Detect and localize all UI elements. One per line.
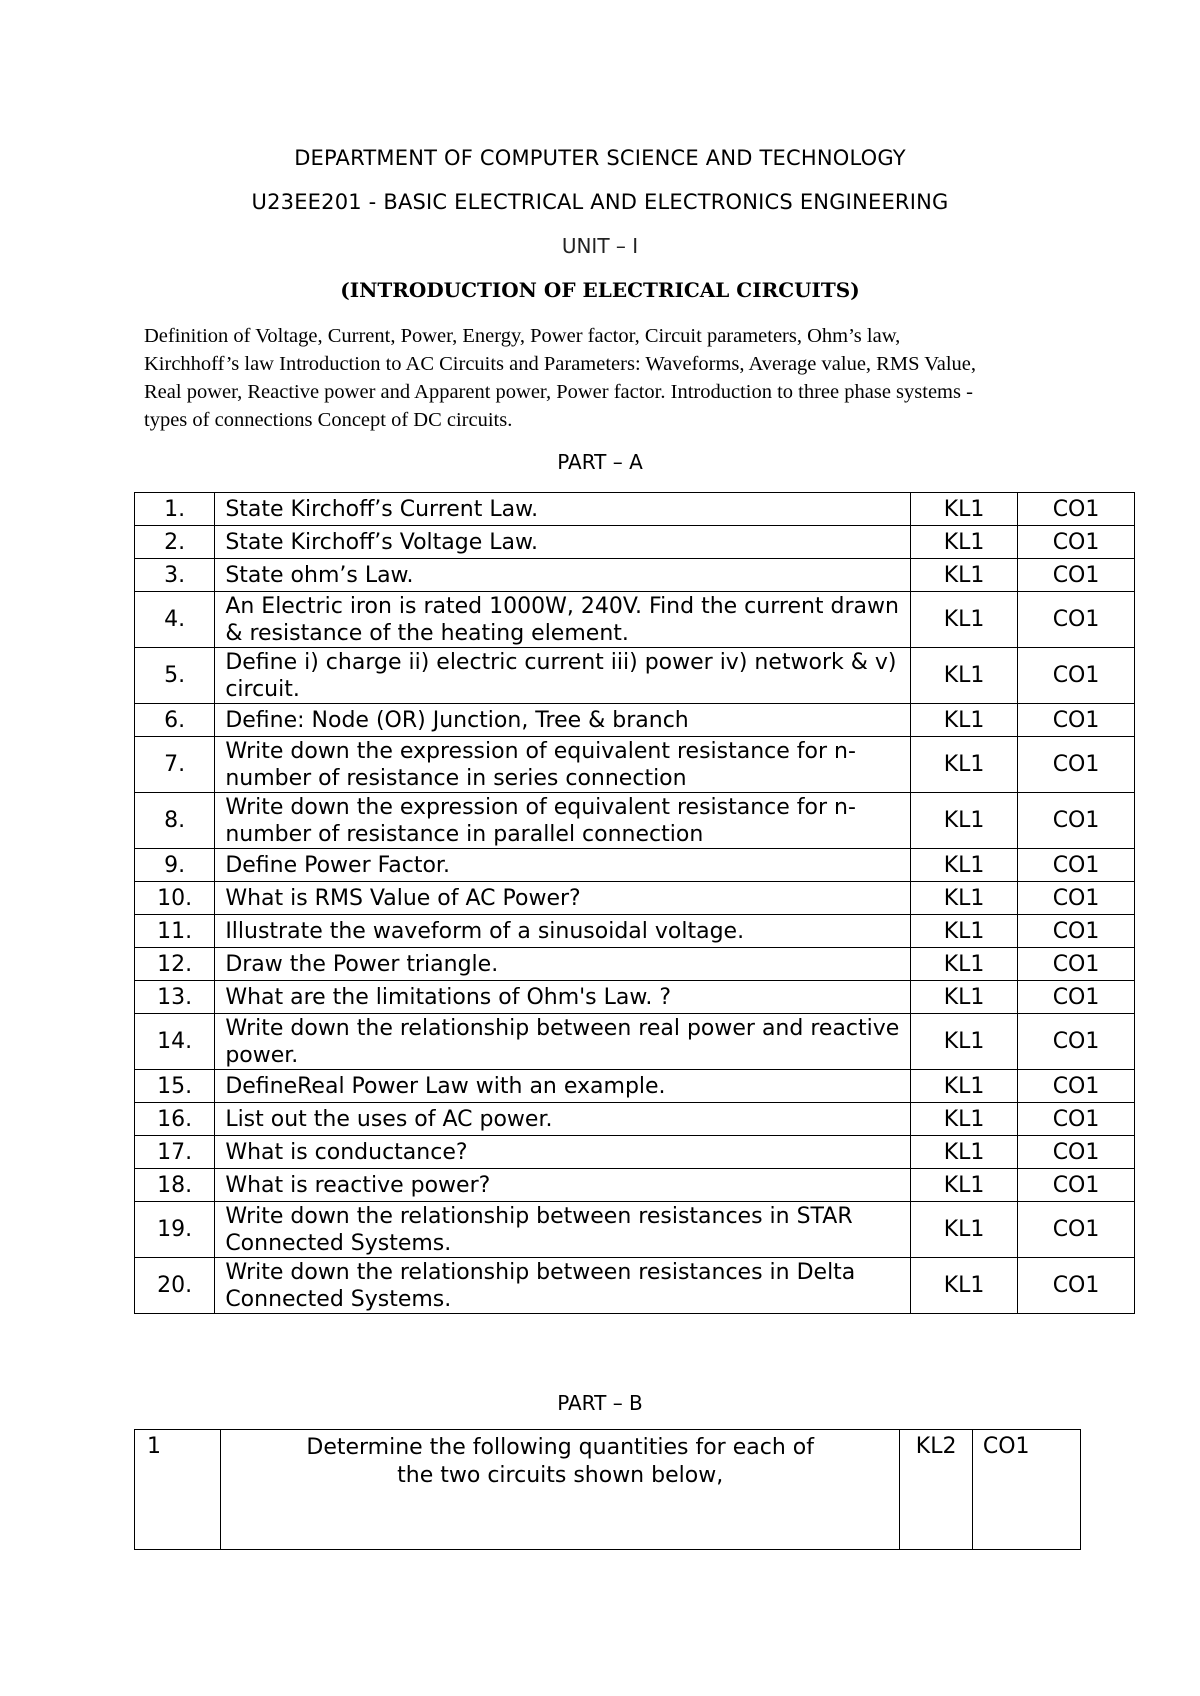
question-text: Draw the Power triangle. [215,948,911,981]
table-row [135,793,1135,849]
table-row [135,592,1135,648]
table-row [135,915,1135,948]
course-outcome: CO1 [1018,526,1135,559]
table-row [135,849,1135,882]
syllabus-line: Real power, Reactive power and Apparent power, Power factor. Introduction to three phase systems - [144,381,973,403]
question-number: 6. [135,704,215,737]
question-text: State ohm’s Law. [215,559,911,592]
question-text: State Kirchoff’s Current Law. [215,493,911,526]
question-text: Write down the expression of equivalent resistance for n-number of resistance in series connection [215,737,911,793]
question-number: 1. [135,493,215,526]
knowledge-level: KL1 [911,915,1018,948]
syllabus-paragraph [144,322,1084,434]
question-line: the two circuits shown below, [397,1463,724,1488]
question-number: 18. [135,1169,215,1202]
table-row [135,1103,1135,1136]
table-row [135,526,1135,559]
course-outcome: CO1 [1018,915,1135,948]
question-text: Write down the expression of equivalent resistance for n-number of resistance in parallel connection [215,793,911,849]
knowledge-level: KL1 [911,1070,1018,1103]
question-number: 5. [135,648,215,704]
question-text: Define: Node (OR) Junction, Tree & branch [215,704,911,737]
question-number: 19. [135,1202,215,1258]
knowledge-level: KL1 [911,526,1018,559]
syllabus-line: Kirchhoff’s law Introduction to AC Circuits and Parameters: Waveforms, Average value, RMS Value, [144,353,977,375]
course-outcome: CO1 [972,1430,1080,1550]
question-number: 10. [135,882,215,915]
knowledge-level: KL2 [900,1430,972,1550]
knowledge-level: KL1 [911,737,1018,793]
knowledge-level: KL1 [911,1136,1018,1169]
course-outcome: CO1 [1018,1258,1135,1314]
question-number: 17. [135,1136,215,1169]
course-outcome: CO1 [1018,849,1135,882]
question-text: What are the limitations of Ohm's Law. ? [215,981,911,1014]
question-text: What is conductance? [215,1136,911,1169]
course-title: U23EE201 - BASIC ELECTRICAL AND ELECTRONICS ENGINEERING [251,190,949,214]
table-row [135,493,1135,526]
knowledge-level: KL1 [911,648,1018,704]
question-number: 15. [135,1070,215,1103]
question-number: 4. [135,592,215,648]
course-outcome: CO1 [1018,704,1135,737]
question-text: List out the uses of AC power. [215,1103,911,1136]
table-row [135,1202,1135,1258]
question-text: What is RMS Value of AC Power? [215,882,911,915]
question-number: 7. [135,737,215,793]
part-b-heading: PART – B [557,1391,643,1415]
table-row [135,1258,1135,1314]
table-row [135,737,1135,793]
question-line: Determine the following quantities for each of [306,1435,814,1460]
knowledge-level: KL1 [911,1202,1018,1258]
course-outcome: CO1 [1018,592,1135,648]
knowledge-level: KL1 [911,1258,1018,1314]
question-number: 20. [135,1258,215,1314]
unit-label: UNIT – I [561,234,639,258]
table-row [135,981,1135,1014]
question-number: 13. [135,981,215,1014]
question-text: Define Power Factor. [215,849,911,882]
knowledge-level: KL1 [911,849,1018,882]
course-outcome: CO1 [1018,1136,1135,1169]
table-row [135,882,1135,915]
question-number: 8. [135,793,215,849]
question-number: 14. [135,1014,215,1070]
knowledge-level: KL1 [911,493,1018,526]
question-text [220,1430,899,1550]
question-text: An Electric iron is rated 1000W, 240V. Find the current drawn & resistance of the heating element. [215,592,911,648]
course-outcome: CO1 [1018,1169,1135,1202]
question-number: 16. [135,1103,215,1136]
knowledge-level: KL1 [911,882,1018,915]
department-title: DEPARTMENT OF COMPUTER SCIENCE AND TECHNOLOGY [294,146,906,170]
table-row [135,1136,1135,1169]
question-text: Illustrate the waveform of a sinusoidal voltage. [215,915,911,948]
course-outcome: CO1 [1018,648,1135,704]
knowledge-level: KL1 [911,948,1018,981]
part-a-heading: PART – A [557,450,643,474]
question-text: What is reactive power? [215,1169,911,1202]
knowledge-level: KL1 [911,793,1018,849]
question-number: 9. [135,849,215,882]
table-row [135,648,1135,704]
table-row [135,1430,1081,1550]
knowledge-level: KL1 [911,981,1018,1014]
question-text: DefineReal Power Law with an example. [215,1070,911,1103]
knowledge-level: KL1 [911,1103,1018,1136]
knowledge-level: KL1 [911,592,1018,648]
course-outcome: CO1 [1018,493,1135,526]
table-row [135,1070,1135,1103]
knowledge-level: KL1 [911,1169,1018,1202]
question-text: State Kirchoff’s Voltage Law. [215,526,911,559]
table-row [135,948,1135,981]
table-row [135,704,1135,737]
course-outcome: CO1 [1018,1103,1135,1136]
course-outcome: CO1 [1018,793,1135,849]
question-number: 1 [135,1430,221,1550]
unit-title: (INTRODUCTION OF ELECTRICAL CIRCUITS) [340,278,860,302]
table-row [135,1169,1135,1202]
course-outcome: CO1 [1018,1070,1135,1103]
knowledge-level: KL1 [911,704,1018,737]
knowledge-level: KL1 [911,1014,1018,1070]
question-text: Write down the relationship between resistances in STAR Connected Systems. [215,1202,911,1258]
course-outcome: CO1 [1018,559,1135,592]
question-text: Write down the relationship between real power and reactive power. [215,1014,911,1070]
question-number: 12. [135,948,215,981]
question-number: 2. [135,526,215,559]
question-text: Define i) charge ii) electric current iii) power iv) network & v) circuit. [215,648,911,704]
knowledge-level: KL1 [911,559,1018,592]
course-outcome: CO1 [1018,981,1135,1014]
question-number: 11. [135,915,215,948]
table-row [135,1014,1135,1070]
course-outcome: CO1 [1018,1202,1135,1258]
course-outcome: CO1 [1018,882,1135,915]
syllabus-line: types of connections Concept of DC circuits. [144,409,513,431]
part-b-questions-table [134,1429,1081,1550]
course-outcome: CO1 [1018,737,1135,793]
course-outcome: CO1 [1018,1014,1135,1070]
course-outcome: CO1 [1018,948,1135,981]
syllabus-line: Definition of Voltage, Current, Power, Energy, Power factor, Circuit parameters, Ohm’s law, [144,325,901,347]
table-row [135,559,1135,592]
part-a-questions-table [134,492,1135,1314]
question-number: 3. [135,559,215,592]
question-text: Write down the relationship between resistances in Delta Connected Systems. [215,1258,911,1314]
